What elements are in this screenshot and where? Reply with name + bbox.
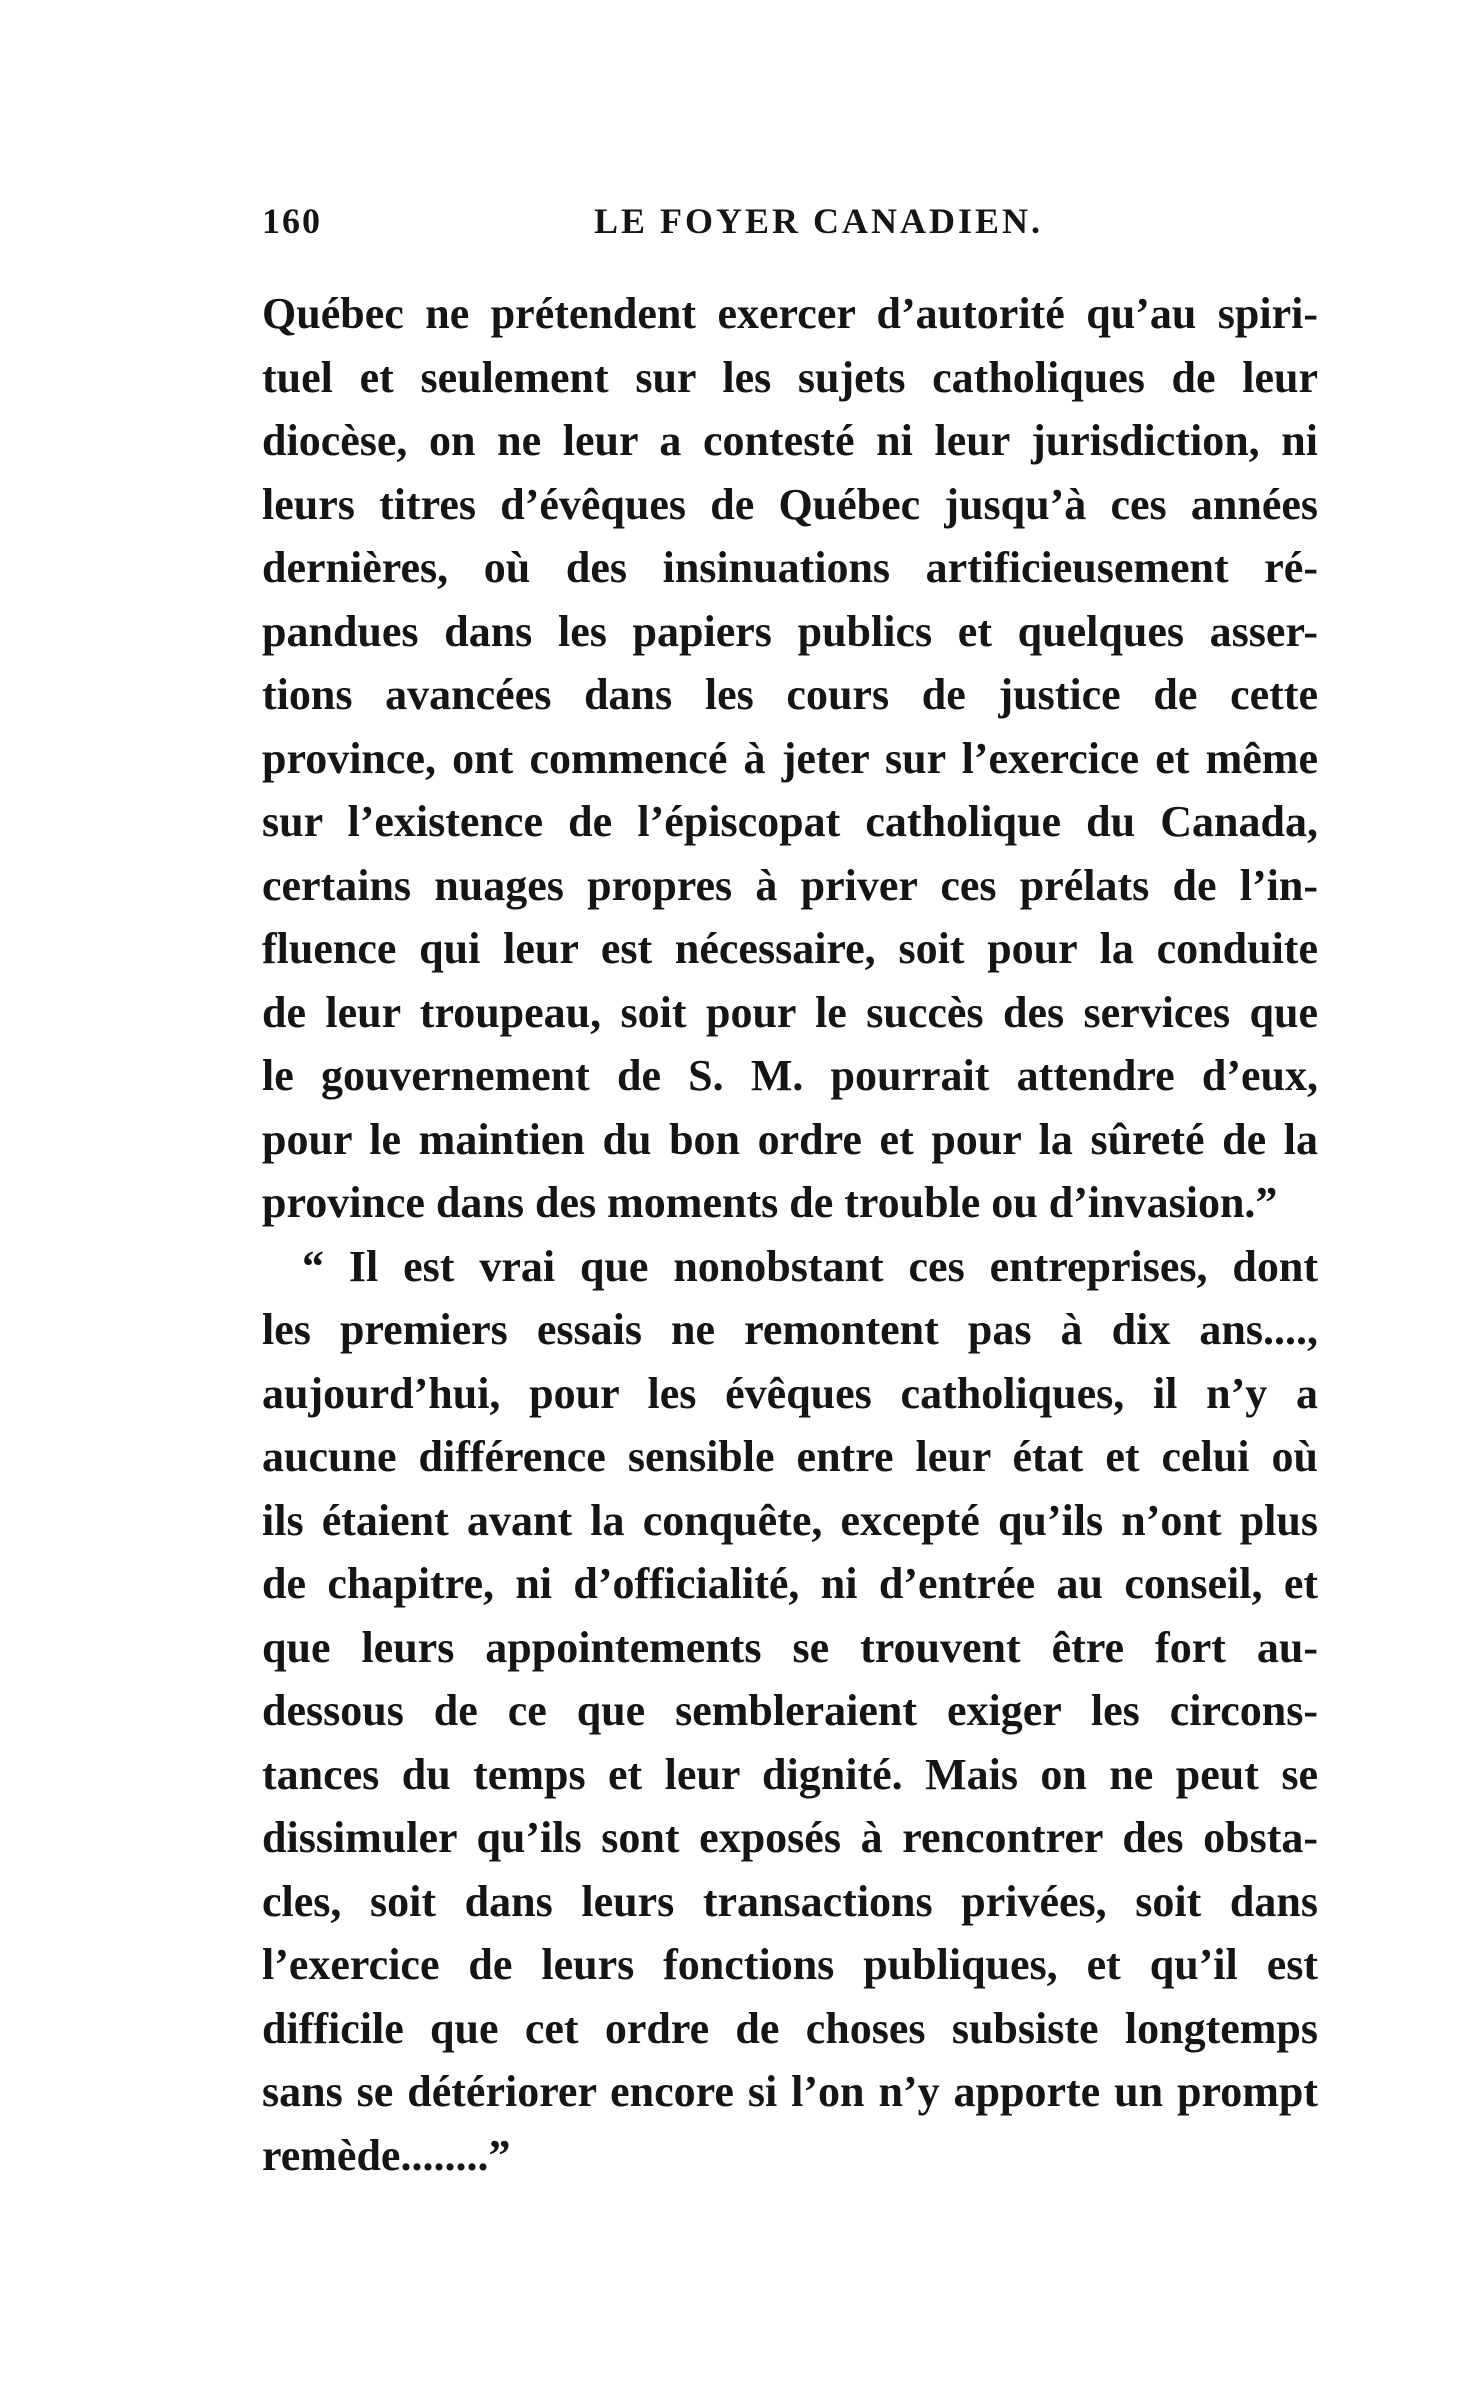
page-header	[262, 200, 1318, 260]
body-text	[262, 282, 1318, 2187]
text-line: tions avancées dans les cours de justice de cette	[262, 670, 1318, 719]
text-line: les premiers essais ne remontent pas à dix ans....,	[262, 1305, 1318, 1354]
text-line: tances du temps et leur dignité. Mais on ne peut se	[262, 1749, 1318, 1799]
text-line: que leurs appointements se trouvent être fort au-	[262, 1622, 1318, 1672]
text-line: fluence qui leur est nécessaire, soit pour la conduite	[262, 924, 1318, 973]
text-line: tuel et seulement sur les sujets catholiques de leur	[262, 352, 1318, 402]
text-line: sans se détériorer encore si l’on n’y apporte un prompt	[262, 2067, 1318, 2116]
text-line: sur l’existence de l’épiscopat catholique du Canada,	[262, 797, 1318, 846]
text-line: dernières, où des insinuations artificieusement ré-	[262, 543, 1318, 592]
text-line: province, ont commencé à jeter sur l’exercice et même	[262, 733, 1318, 783]
text-line: cles, soit dans leurs transactions privées, soit dans	[262, 1876, 1318, 1926]
text-line: dissimuler qu’ils sont exposés à rencontrer des obsta-	[262, 1813, 1318, 1862]
text-line: remède........”	[262, 2130, 511, 2180]
text-line: pour le maintien du bon ordre et pour la sûreté de la	[262, 1114, 1318, 1164]
text-line: aujourd’hui, pour les évêques catholiques, il n’y a	[262, 1368, 1318, 1418]
text-line: le gouvernement de S. M. pourrait attendre d’eux,	[262, 1051, 1318, 1100]
text-line: leurs titres d’évêques de Québec jusqu’à ces années	[262, 479, 1318, 529]
text-line: pandues dans les papiers publics et quelques asser-	[262, 606, 1318, 656]
text-line: province dans des moments de trouble ou d’invasion.”	[262, 1178, 1278, 1227]
text-line: diocèse, on ne leur a contesté ni leur jurisdiction, ni	[262, 416, 1318, 465]
text-line: certains nuages propres à priver ces prélats de l’in-	[262, 860, 1318, 910]
text-line: Québec ne prétendent exercer d’autorité qu’au spiri-	[262, 289, 1318, 338]
text-line: dessous de ce que sembleraient exiger les circons-	[262, 1686, 1318, 1735]
text-line: aucune différence sensible entre leur état et celui où	[262, 1432, 1318, 1481]
text-line: ils étaient avant la conquête, excepté qu’ils n’ont plus	[262, 1495, 1318, 1545]
text-line: difficile que cet ordre de choses subsiste longtemps	[262, 2003, 1318, 2053]
text-line: l’exercice de leurs fonctions publiques, et qu’il est	[262, 1940, 1318, 1989]
text-line: de leur troupeau, soit pour le succès des services que	[262, 987, 1318, 1037]
text-line: “ Il est vrai que nonobstant ces entreprises, dont	[302, 1241, 1318, 1291]
text-line: de chapitre, ni d’officialité, ni d’entrée au conseil, et	[262, 1559, 1318, 1608]
page-number: 160	[262, 201, 322, 241]
running-head: LE FOYER CANADIEN.	[594, 201, 1044, 241]
